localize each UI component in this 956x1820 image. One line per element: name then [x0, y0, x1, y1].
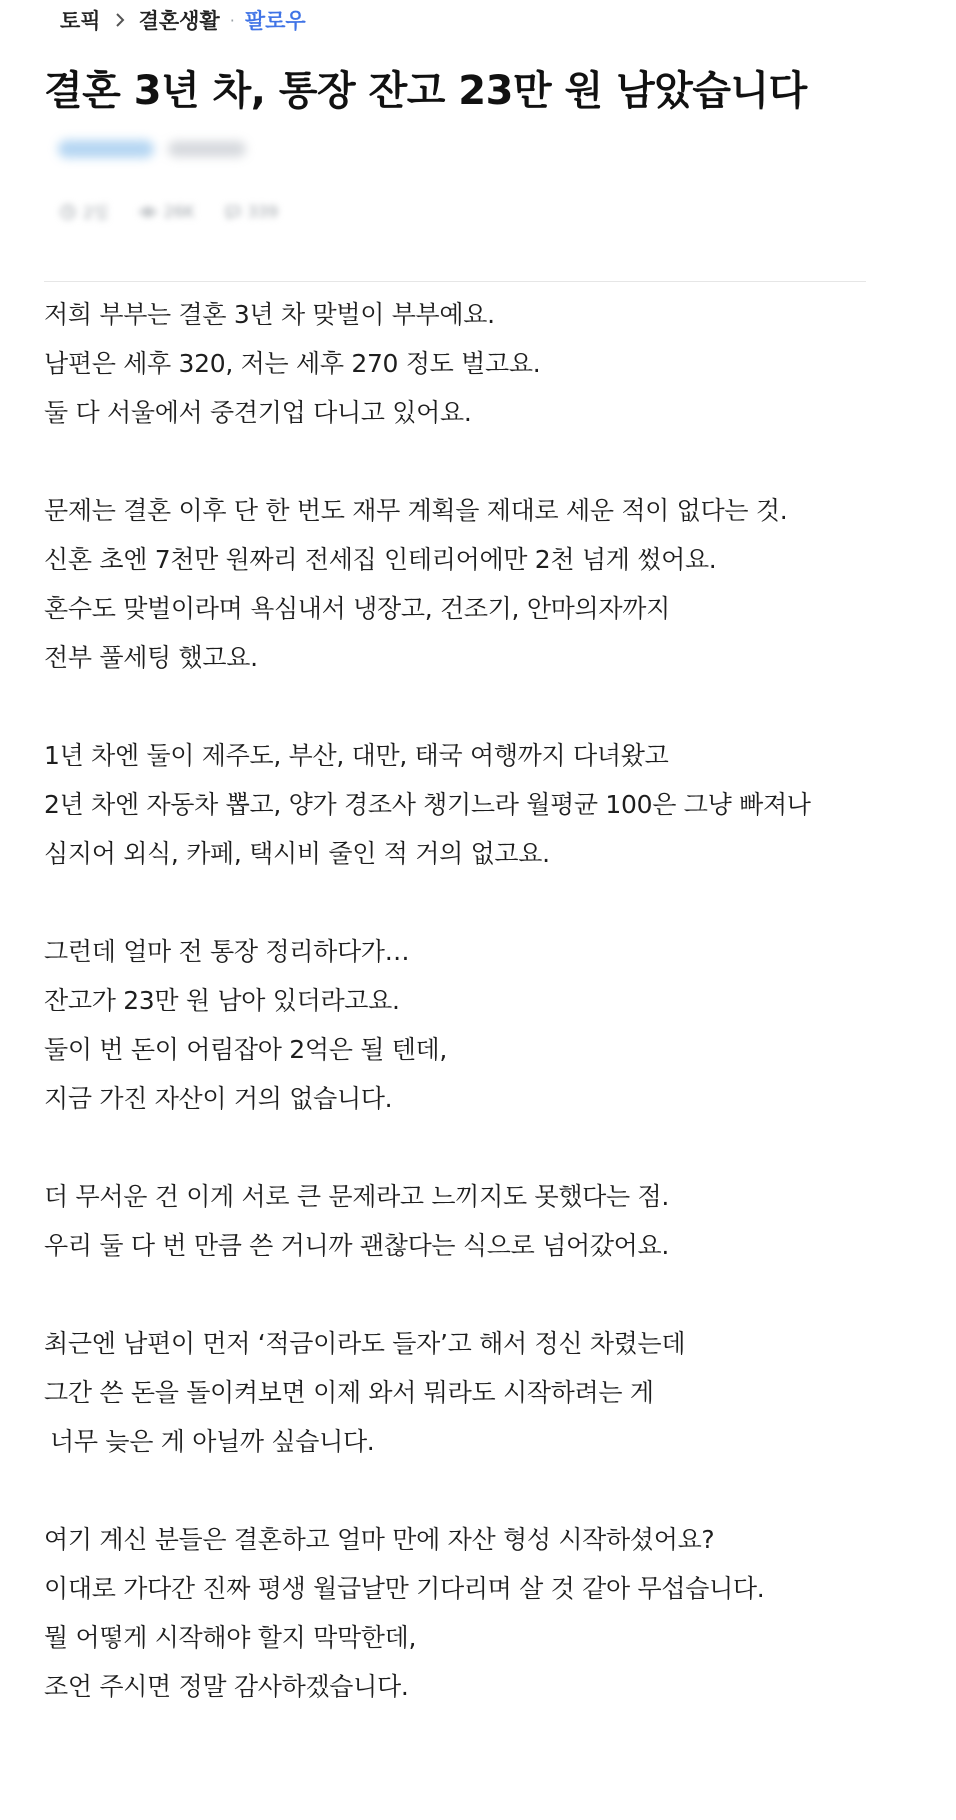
body-line: 신혼 초엔 7천만 원짜리 전세집 인테리어에만 2천 넘게 썼어요. [44, 545, 717, 574]
paragraph-gap [44, 437, 894, 486]
body-line: 여기 계신 분들은 결혼하고 얼마 만에 자산 형성 시작하셨어요? [44, 1525, 715, 1554]
divider [44, 281, 866, 282]
meta-time [60, 200, 109, 223]
body-line: 뭘 어떻게 시작해야 할지 막막한데, [44, 1623, 417, 1652]
clock-icon [60, 204, 76, 220]
body-line: 더 무서운 건 이게 서로 큰 문제라고 느끼지도 못했다는 점. [44, 1182, 670, 1211]
body-line: 너무 늦은 게 아닐까 싶습니다. [50, 1427, 375, 1456]
body-line: 그간 쓴 돈을 돌이켜보면 이제 와서 뭐라도 시작하려는 게 [44, 1378, 654, 1407]
paragraph-gap [44, 878, 894, 927]
follow-button[interactable]: 팔로우 [244, 9, 306, 33]
meta-time-value: 2일 [83, 203, 109, 222]
author-nickname-blurred [168, 141, 246, 157]
paragraph-gap [44, 1466, 894, 1515]
paragraph-gap [44, 1270, 894, 1319]
breadcrumb-topic[interactable]: 토픽 [60, 9, 101, 33]
body-line: 2년 차엔 자동차 뽑고, 양가 경조사 챙기느라 월평균 100은 그냥 빠져나 [44, 790, 811, 819]
body-line: 잔고가 23만 원 남아 있더라고요. [44, 986, 400, 1015]
author-info[interactable] [58, 140, 246, 158]
paragraph-gap [44, 682, 894, 731]
body-line: 둘이 번 돈이 어림잡아 2억은 될 텐데, [44, 1035, 448, 1064]
eye-icon [139, 205, 157, 219]
body-line: 문제는 결혼 이후 단 한 번도 재무 계획을 제대로 세운 적이 없다는 것. [44, 496, 788, 525]
body-line: 심지어 외식, 카페, 택시비 줄인 적 거의 없고요. [44, 839, 550, 868]
body-line: 1년 차엔 둘이 제주도, 부산, 대만, 태국 여행까지 다녀왔고 [44, 741, 669, 770]
body-line: 저희 부부는 결혼 3년 차 맞벌이 부부예요. [44, 300, 495, 329]
meta-views [139, 202, 195, 221]
body-line: 이대로 가다간 진짜 평생 월급날만 기다리며 살 것 같아 무섭습니다. [44, 1574, 765, 1603]
page-title: 결혼 3년 차, 통장 잔고 23만 원 남았습니다 [44, 68, 807, 114]
author-company-blurred [58, 140, 154, 158]
body-line: 조언 주시면 정말 감사하겠습니다. [44, 1672, 409, 1701]
chevron-right-icon [115, 12, 125, 28]
body-line: 전부 풀세팅 했고요. [44, 643, 258, 672]
body-line: 우리 둘 다 번 만큼 쓴 거니까 괜찮다는 식으로 넘어갔어요. [44, 1231, 670, 1260]
post-meta [60, 200, 278, 223]
breadcrumb-category[interactable]: 결혼생활 [138, 9, 220, 33]
body-line: 그런데 얼마 전 통장 정리하다가… [44, 937, 410, 966]
body-line: 지금 가진 자산이 거의 없습니다. [44, 1084, 393, 1113]
comment-icon [225, 204, 241, 220]
breadcrumb [60, 2, 306, 38]
post-body [44, 290, 894, 1711]
meta-views-value: 26K [163, 202, 195, 221]
body-line: 최근엔 남편이 먼저 ‘적금이라도 들자’고 해서 정신 차렸는데 [44, 1329, 686, 1358]
separator-dot: · [229, 10, 235, 30]
meta-comments[interactable] [225, 202, 279, 221]
paragraph-gap [44, 1123, 894, 1172]
body-line: 남편은 세후 320, 저는 세후 270 정도 벌고요. [44, 349, 541, 378]
meta-comments-value: 339 [247, 202, 279, 221]
body-line: 혼수도 맞벌이라며 욕심내서 냉장고, 건조기, 안마의자까지 [44, 594, 670, 623]
body-line: 둘 다 서울에서 중견기업 다니고 있어요. [44, 398, 472, 427]
